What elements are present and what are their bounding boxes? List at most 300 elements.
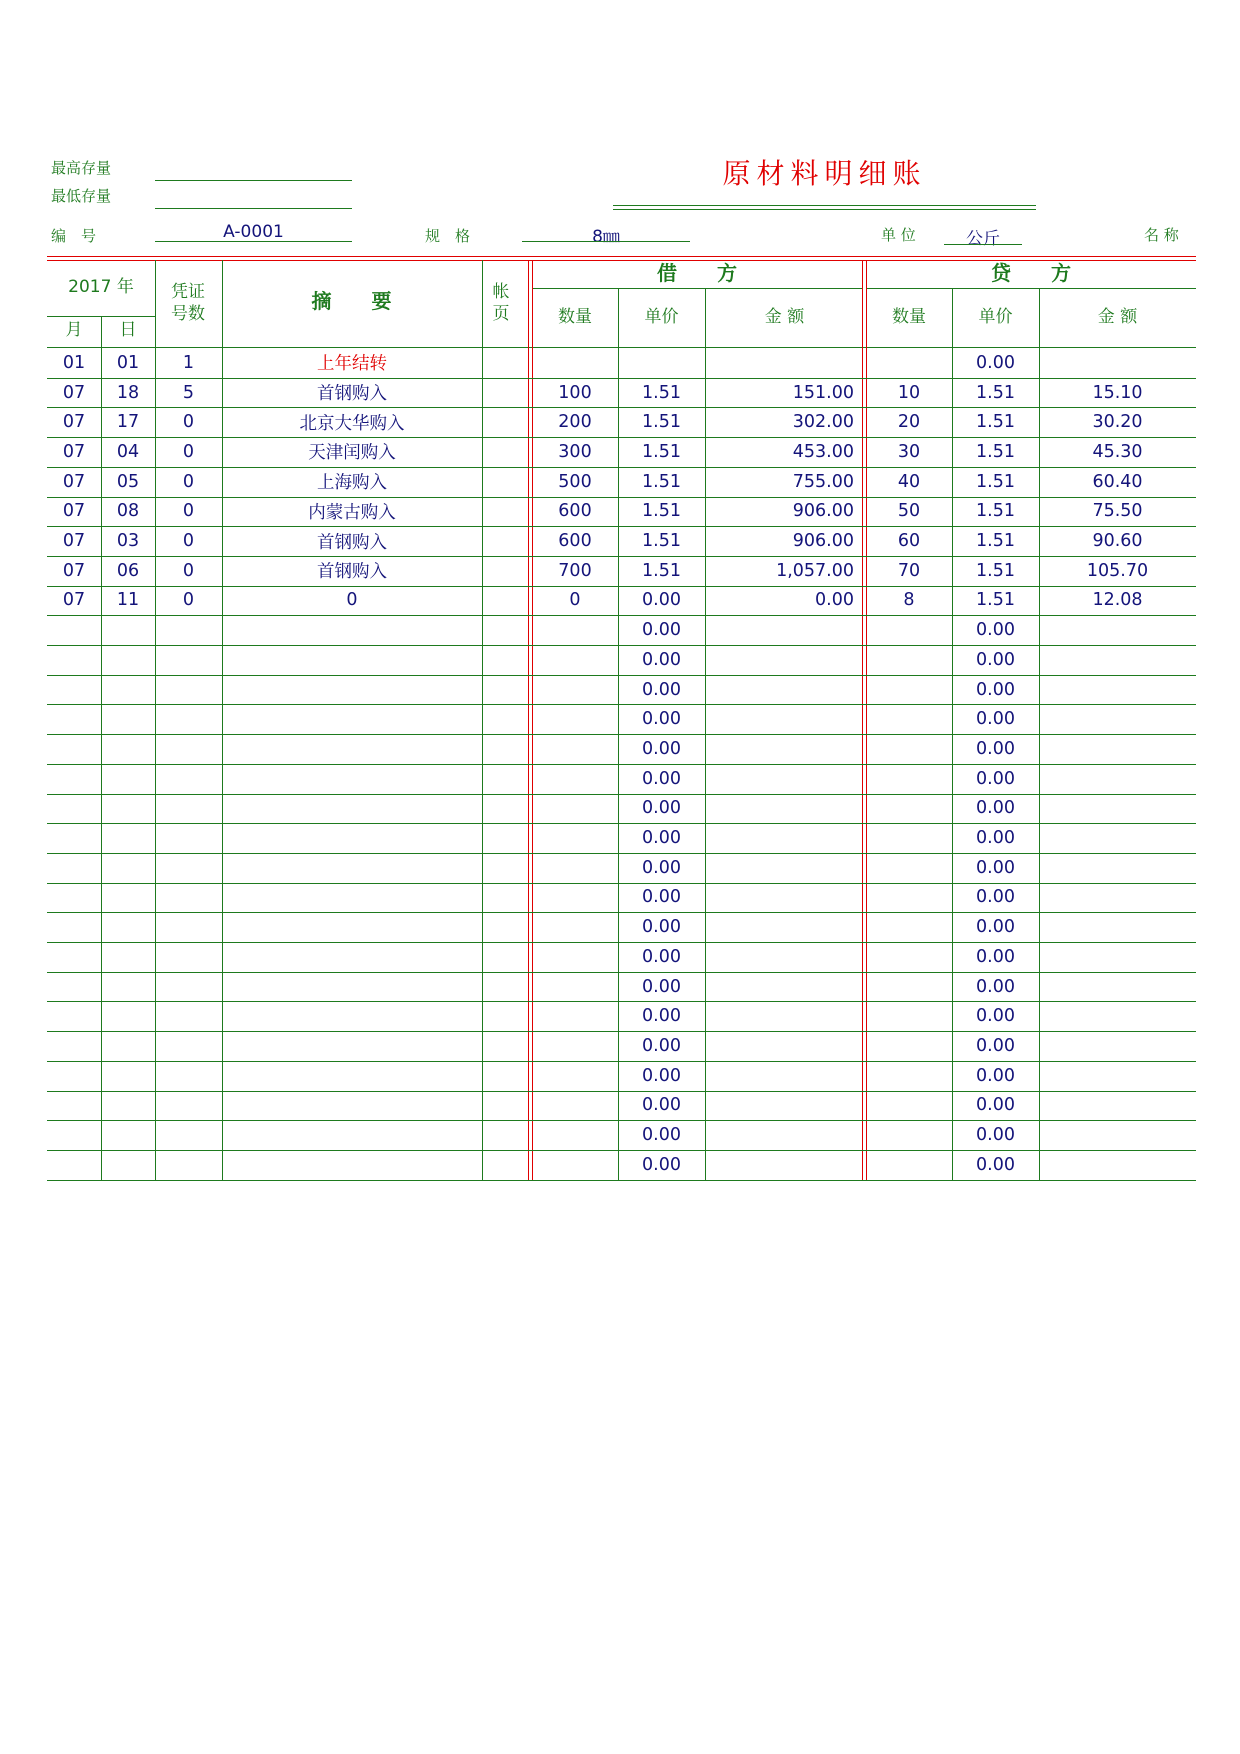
cell-voucher[interactable]: 0 (182, 471, 195, 492)
cell-c-price[interactable]: 0.00 (976, 917, 1015, 938)
cell-c-qty[interactable]: 8 (903, 590, 915, 611)
cell-summary[interactable] (222, 675, 482, 705)
spec-label: 规 格 (425, 227, 471, 245)
cell-voucher[interactable] (155, 942, 222, 972)
cell-d-amount[interactable] (705, 1001, 862, 1031)
cell-c-amount[interactable] (1039, 972, 1196, 1002)
cell-d-qty[interactable] (532, 883, 618, 913)
cell-c-amount[interactable]: 105.70 (1086, 560, 1149, 581)
cell-day[interactable] (101, 1120, 155, 1150)
cell-c-price[interactable]: 0.00 (976, 857, 1015, 878)
cell-d-price[interactable]: 0.00 (642, 917, 681, 938)
cell-c-amount[interactable] (1039, 1061, 1196, 1091)
cell-voucher[interactable]: 0 (182, 441, 195, 462)
cell-voucher[interactable] (155, 1120, 222, 1150)
cell-d-qty[interactable] (532, 1091, 618, 1121)
cell-summary[interactable]: 北京大华购入 (299, 413, 405, 434)
cell-summary[interactable] (222, 853, 482, 883)
cell-d-price[interactable]: 1.51 (642, 471, 681, 492)
cell-voucher[interactable]: 0 (182, 560, 195, 581)
cell-c-amount[interactable] (1039, 853, 1196, 883)
cell-day[interactable] (101, 734, 155, 764)
cell-day[interactable] (101, 675, 155, 705)
cell-month[interactable]: 07 (62, 412, 86, 433)
cell-c-price[interactable]: 0.00 (976, 679, 1015, 700)
cell-d-price[interactable]: 0.00 (642, 709, 681, 730)
cell-d-price[interactable]: 0.00 (642, 738, 681, 759)
cell-month[interactable] (47, 734, 101, 764)
cell-voucher[interactable]: 0 (182, 412, 195, 433)
cell-c-qty[interactable] (866, 734, 952, 764)
cell-voucher[interactable] (155, 1001, 222, 1031)
cell-d-amount[interactable]: 1,057.00 (776, 560, 854, 581)
cell-c-qty[interactable] (866, 1120, 952, 1150)
cell-c-qty[interactable] (866, 645, 952, 675)
cell-d-amount[interactable] (705, 1091, 862, 1121)
cell-d-qty[interactable] (532, 972, 618, 1002)
cell-c-price[interactable]: 0.00 (976, 1095, 1015, 1116)
cell-d-price[interactable]: 0.00 (642, 798, 681, 819)
cell-summary[interactable] (222, 1061, 482, 1091)
cell-d-price[interactable]: 0.00 (642, 828, 681, 849)
cell-day[interactable] (101, 645, 155, 675)
cell-voucher[interactable] (155, 912, 222, 942)
cell-month[interactable] (47, 972, 101, 1002)
cell-summary[interactable]: 上海购入 (317, 473, 387, 494)
cell-month[interactable]: 07 (62, 441, 86, 462)
cell-day[interactable]: 06 (116, 560, 140, 581)
cell-summary[interactable] (222, 1001, 482, 1031)
cell-d-qty[interactable] (532, 1001, 618, 1031)
cell-summary[interactable] (222, 1150, 482, 1180)
cell-c-amount[interactable]: 90.60 (1092, 531, 1143, 552)
cell-c-qty[interactable]: 70 (897, 560, 921, 581)
cell-month[interactable]: 07 (62, 560, 86, 581)
cell-month[interactable] (47, 675, 101, 705)
cell-d-qty[interactable]: 100 (558, 382, 592, 403)
cell-c-amount[interactable] (1039, 1150, 1196, 1180)
cell-day[interactable]: 18 (116, 382, 140, 403)
cell-voucher[interactable] (155, 853, 222, 883)
cell-d-amount[interactable] (705, 853, 862, 883)
cell-c-amount[interactable] (1039, 942, 1196, 972)
cell-c-amount[interactable] (1039, 348, 1196, 378)
cell-day[interactable]: 01 (116, 352, 140, 373)
cell-d-qty[interactable] (532, 704, 618, 734)
cell-summary[interactable] (222, 823, 482, 853)
cell-summary[interactable] (222, 1091, 482, 1121)
credit-qty-header: 数量 (892, 307, 926, 327)
cell-d-amount[interactable] (705, 615, 862, 645)
month-header: 月 (65, 320, 83, 340)
cell-d-amount[interactable] (705, 912, 862, 942)
cell-d-amount[interactable] (705, 823, 862, 853)
cell-summary[interactable] (222, 942, 482, 972)
cell-c-qty[interactable] (866, 972, 952, 1002)
cell-d-qty[interactable] (532, 734, 618, 764)
code-label: 编 号 (51, 227, 97, 245)
cell-c-qty[interactable] (866, 1061, 952, 1091)
cell-day[interactable]: 03 (116, 531, 140, 552)
cell-month[interactable] (47, 1031, 101, 1061)
cell-day[interactable] (101, 912, 155, 942)
cell-d-amount[interactable] (705, 764, 862, 794)
cell-c-price[interactable]: 1.51 (976, 501, 1015, 522)
cell-d-qty[interactable]: 0 (569, 590, 581, 611)
cell-summary[interactable] (222, 1120, 482, 1150)
cell-month[interactable] (47, 1061, 101, 1091)
cell-d-amount[interactable] (705, 1120, 862, 1150)
cell-d-qty[interactable] (532, 1061, 618, 1091)
cell-c-qty[interactable] (866, 1091, 952, 1121)
cell-c-amount[interactable]: 45.30 (1092, 441, 1143, 462)
cell-d-price[interactable]: 0.00 (642, 946, 681, 967)
cell-d-qty[interactable] (532, 675, 618, 705)
cell-c-price[interactable]: 0.00 (976, 887, 1015, 908)
cell-d-qty[interactable]: 600 (558, 531, 592, 552)
cell-c-qty[interactable]: 60 (897, 531, 921, 552)
top-red-rule (47, 260, 1196, 261)
year-suffix: 年 (116, 277, 134, 297)
debit-price-header: 单价 (644, 307, 679, 327)
cell-d-qty[interactable] (532, 794, 618, 824)
cell-day[interactable] (101, 942, 155, 972)
cell-d-price[interactable]: 0.00 (642, 1035, 681, 1056)
cell-d-amount[interactable] (705, 972, 862, 1002)
cell-day[interactable] (101, 823, 155, 853)
cell-month[interactable] (47, 883, 101, 913)
cell-voucher[interactable] (155, 1061, 222, 1091)
col-line (482, 260, 483, 1180)
cell-month[interactable]: 07 (62, 382, 86, 403)
cell-month[interactable] (47, 645, 101, 675)
cell-d-price[interactable]: 0.00 (642, 1125, 681, 1146)
cell-day[interactable] (101, 972, 155, 1002)
unit-label: 单 位 (881, 226, 916, 244)
cell-d-amount[interactable] (705, 1031, 862, 1061)
cell-c-amount[interactable] (1039, 1091, 1196, 1121)
cell-voucher[interactable]: 0 (182, 501, 195, 522)
cell-day[interactable] (101, 615, 155, 645)
cell-d-amount[interactable] (705, 348, 862, 378)
cell-c-amount[interactable] (1039, 704, 1196, 734)
cell-c-price[interactable]: 0.00 (976, 649, 1015, 670)
cell-c-amount[interactable] (1039, 734, 1196, 764)
cell-d-price[interactable]: 0.00 (642, 620, 681, 641)
credit-price-header: 单价 (978, 307, 1013, 327)
cell-month[interactable] (47, 615, 101, 645)
cell-summary[interactable]: 天津闰购入 (308, 443, 396, 464)
cell-month[interactable] (47, 764, 101, 794)
cell-summary[interactable] (222, 704, 482, 734)
cell-c-amount[interactable] (1039, 1120, 1196, 1150)
cell-c-qty[interactable] (866, 348, 952, 378)
cell-month[interactable] (47, 1120, 101, 1150)
cell-d-amount[interactable]: 453.00 (792, 441, 854, 462)
cell-summary[interactable] (222, 615, 482, 645)
red-col-line (862, 260, 863, 1180)
cell-day[interactable] (101, 883, 155, 913)
cell-summary[interactable] (222, 972, 482, 1002)
cell-month[interactable] (47, 912, 101, 942)
cell-d-amount[interactable] (705, 704, 862, 734)
cell-month[interactable] (47, 794, 101, 824)
cell-d-qty[interactable] (532, 645, 618, 675)
cell-c-amount[interactable]: 75.50 (1092, 501, 1143, 522)
cell-d-qty[interactable] (532, 1120, 618, 1150)
cell-c-qty[interactable]: 30 (897, 441, 921, 462)
spec-value[interactable]: 8㎜ (592, 227, 620, 247)
cell-c-qty[interactable]: 10 (897, 382, 921, 403)
cell-summary[interactable] (222, 912, 482, 942)
cell-day[interactable] (101, 1061, 155, 1091)
cell-c-price[interactable]: 0.00 (976, 1125, 1015, 1146)
cell-voucher[interactable]: 0 (182, 531, 195, 552)
cell-d-price[interactable]: 0.00 (642, 1095, 681, 1116)
cell-day[interactable]: 04 (116, 441, 140, 462)
cell-voucher[interactable]: 5 (182, 382, 195, 403)
cell-c-price[interactable]: 1.51 (976, 560, 1015, 581)
cell-c-amount[interactable] (1039, 883, 1196, 913)
top-red-rule (47, 256, 1196, 257)
cell-c-qty[interactable] (866, 704, 952, 734)
cell-d-amount[interactable]: 151.00 (792, 382, 854, 403)
cell-c-price[interactable]: 0.00 (976, 798, 1015, 819)
debit-amount-header: 金 额 (764, 307, 805, 327)
cell-c-price[interactable]: 0.00 (976, 1035, 1015, 1056)
cell-d-amount[interactable] (705, 675, 862, 705)
cell-d-qty[interactable] (532, 615, 618, 645)
cell-c-amount[interactable] (1039, 823, 1196, 853)
cell-c-qty[interactable] (866, 883, 952, 913)
cell-summary[interactable] (222, 883, 482, 913)
cell-day[interactable] (101, 704, 155, 734)
cell-d-amount[interactable] (705, 942, 862, 972)
cell-d-amount[interactable] (705, 734, 862, 764)
cell-month[interactable] (47, 1150, 101, 1180)
min-stock-label: 最低存量 (51, 187, 112, 205)
cell-day[interactable] (101, 1001, 155, 1031)
cell-c-amount[interactable] (1039, 794, 1196, 824)
summary-header: 摘 要 (311, 289, 392, 313)
cell-d-price[interactable]: 1.51 (642, 501, 681, 522)
cell-voucher[interactable] (155, 734, 222, 764)
cell-day[interactable]: 17 (116, 412, 140, 433)
cell-c-amount[interactable] (1039, 912, 1196, 942)
cell-c-amount[interactable] (1039, 645, 1196, 675)
cell-day[interactable] (101, 1091, 155, 1121)
cell-c-price[interactable]: 0.00 (976, 1154, 1015, 1175)
cell-c-price[interactable]: 1.51 (976, 412, 1015, 433)
cell-c-price[interactable]: 1.51 (976, 531, 1015, 552)
cell-c-amount[interactable] (1039, 675, 1196, 705)
cell-c-qty[interactable]: 40 (897, 471, 921, 492)
cell-day[interactable]: 05 (116, 471, 140, 492)
cell-day[interactable]: 08 (116, 501, 140, 522)
cell-d-amount[interactable]: 906.00 (792, 501, 854, 522)
cell-voucher[interactable] (155, 1150, 222, 1180)
cell-c-price[interactable]: 1.51 (976, 441, 1015, 462)
cell-d-amount[interactable]: 755.00 (792, 471, 854, 492)
cell-c-price[interactable]: 1.51 (976, 590, 1015, 611)
cell-c-amount[interactable] (1039, 1001, 1196, 1031)
cell-voucher[interactable] (155, 1091, 222, 1121)
cell-voucher[interactable] (155, 645, 222, 675)
credit-amount-header: 金 额 (1097, 307, 1138, 327)
cell-month[interactable] (47, 704, 101, 734)
cell-d-price[interactable]: 1.51 (642, 531, 681, 552)
cell-d-amount[interactable] (705, 645, 862, 675)
cell-c-qty[interactable]: 50 (897, 501, 921, 522)
cell-summary[interactable]: 首钢购入 (317, 384, 387, 405)
credit-header: 贷 方 (991, 261, 1071, 285)
cell-d-price[interactable]: 0.00 (642, 976, 681, 997)
cell-summary[interactable] (222, 794, 482, 824)
cell-summary[interactable]: 首钢购入 (317, 562, 387, 583)
cell-summary[interactable] (222, 1031, 482, 1061)
cell-c-price[interactable]: 0.00 (976, 976, 1015, 997)
cell-d-qty[interactable]: 500 (558, 471, 592, 492)
cell-c-amount[interactable] (1039, 1031, 1196, 1061)
cell-day[interactable] (101, 1150, 155, 1180)
cell-c-amount[interactable]: 15.10 (1092, 382, 1143, 403)
cell-day[interactable] (101, 853, 155, 883)
cell-d-price[interactable]: 0.00 (642, 768, 681, 789)
cell-c-qty[interactable] (866, 942, 952, 972)
cell-d-amount[interactable]: 0.00 (815, 590, 854, 611)
cell-summary[interactable] (222, 645, 482, 675)
cell-c-price[interactable]: 0.00 (976, 1006, 1015, 1027)
code-value[interactable]: A-0001 (223, 222, 284, 242)
cell-c-qty[interactable] (866, 853, 952, 883)
cell-d-qty[interactable]: 300 (558, 441, 592, 462)
cell-month[interactable] (47, 853, 101, 883)
cell-c-qty[interactable] (866, 823, 952, 853)
cell-d-amount[interactable]: 906.00 (792, 531, 854, 552)
cell-c-price[interactable]: 1.51 (976, 471, 1015, 492)
cell-d-price[interactable]: 1.51 (642, 382, 681, 403)
cell-d-qty[interactable]: 700 (558, 560, 592, 581)
cell-month[interactable]: 07 (62, 590, 86, 611)
cell-day[interactable] (101, 764, 155, 794)
cell-c-price[interactable]: 0.00 (976, 768, 1015, 789)
cell-d-amount[interactable] (705, 1150, 862, 1180)
cell-day[interactable]: 11 (116, 590, 140, 611)
cell-c-price[interactable]: 1.51 (976, 382, 1015, 403)
cell-d-price[interactable]: 0.00 (642, 1006, 681, 1027)
cell-voucher[interactable] (155, 764, 222, 794)
cell-d-qty[interactable] (532, 764, 618, 794)
cell-month[interactable]: 07 (62, 501, 86, 522)
cell-c-price[interactable]: 0.00 (976, 352, 1015, 373)
cell-c-qty[interactable] (866, 1001, 952, 1031)
cell-summary[interactable] (222, 764, 482, 794)
cell-voucher[interactable] (155, 972, 222, 1002)
cell-c-qty[interactable] (866, 764, 952, 794)
cell-c-qty[interactable] (866, 1031, 952, 1061)
cell-d-amount[interactable] (705, 794, 862, 824)
cell-c-price[interactable]: 0.00 (976, 1065, 1015, 1086)
unit-value[interactable]: 公斤 (966, 229, 1000, 249)
cell-voucher[interactable] (155, 823, 222, 853)
cell-d-price[interactable]: 0.00 (642, 887, 681, 908)
cell-d-amount[interactable] (705, 883, 862, 913)
cell-month[interactable]: 07 (62, 471, 86, 492)
cell-d-qty[interactable] (532, 912, 618, 942)
cell-c-amount[interactable] (1039, 764, 1196, 794)
cell-c-price[interactable]: 0.00 (976, 828, 1015, 849)
cell-c-amount[interactable]: 12.08 (1092, 590, 1143, 611)
cell-voucher[interactable]: 1 (182, 352, 195, 373)
cell-c-qty[interactable] (866, 615, 952, 645)
cell-d-qty[interactable] (532, 942, 618, 972)
cell-d-price[interactable]: 0.00 (642, 1154, 681, 1175)
cell-c-price[interactable]: 0.00 (976, 738, 1015, 759)
cell-c-qty[interactable] (866, 912, 952, 942)
cell-d-price[interactable]: 0.00 (642, 857, 681, 878)
cell-d-qty[interactable]: 200 (558, 412, 592, 433)
cell-month[interactable]: 01 (62, 352, 86, 373)
cell-d-qty[interactable] (532, 853, 618, 883)
cell-c-amount[interactable]: 60.40 (1092, 471, 1143, 492)
cell-month[interactable] (47, 823, 101, 853)
cell-voucher[interactable] (155, 615, 222, 645)
cell-c-qty[interactable]: 20 (897, 412, 921, 433)
cell-summary[interactable]: 首钢购入 (317, 532, 387, 553)
cell-voucher[interactable] (155, 794, 222, 824)
cell-d-amount[interactable] (705, 1061, 862, 1091)
cell-d-qty[interactable] (532, 823, 618, 853)
cell-c-qty[interactable] (866, 1150, 952, 1180)
cell-c-price[interactable]: 0.00 (976, 620, 1015, 641)
cell-d-qty[interactable] (532, 348, 618, 378)
cell-month[interactable] (47, 1091, 101, 1121)
cell-c-price[interactable]: 0.00 (976, 946, 1015, 967)
cell-month[interactable] (47, 942, 101, 972)
cell-voucher[interactable]: 0 (182, 590, 195, 611)
cell-d-price[interactable]: 1.51 (642, 412, 681, 433)
cell-c-qty[interactable] (866, 675, 952, 705)
cell-summary[interactable] (222, 734, 482, 764)
cell-month[interactable] (47, 1001, 101, 1031)
cell-d-price[interactable] (618, 348, 705, 378)
cell-c-amount[interactable]: 30.20 (1092, 412, 1143, 433)
cell-d-price[interactable]: 1.51 (642, 560, 681, 581)
cell-c-qty[interactable] (866, 794, 952, 824)
cell-voucher[interactable] (155, 675, 222, 705)
cell-d-qty[interactable] (532, 1031, 618, 1061)
cell-voucher[interactable] (155, 883, 222, 913)
cell-voucher[interactable] (155, 704, 222, 734)
cell-voucher[interactable] (155, 1031, 222, 1061)
cell-c-amount[interactable] (1039, 615, 1196, 645)
cell-d-qty[interactable] (532, 1150, 618, 1180)
cell-day[interactable] (101, 1031, 155, 1061)
cell-d-price[interactable]: 0.00 (642, 679, 681, 700)
cell-c-price[interactable]: 0.00 (976, 709, 1015, 730)
cell-d-qty[interactable]: 600 (558, 501, 592, 522)
cell-month[interactable]: 07 (62, 531, 86, 552)
cell-summary[interactable]: 内蒙古购入 (308, 502, 396, 523)
cell-d-price[interactable]: 0.00 (642, 649, 681, 670)
cell-d-price[interactable]: 0.00 (642, 1065, 681, 1086)
cell-summary[interactable]: 上年结转 (317, 354, 387, 375)
cell-d-price[interactable]: 0.00 (642, 590, 681, 611)
cell-d-price[interactable]: 1.51 (642, 441, 681, 462)
cell-day[interactable] (101, 794, 155, 824)
cell-summary[interactable]: 0 (346, 590, 358, 611)
cell-d-amount[interactable]: 302.00 (792, 412, 854, 433)
